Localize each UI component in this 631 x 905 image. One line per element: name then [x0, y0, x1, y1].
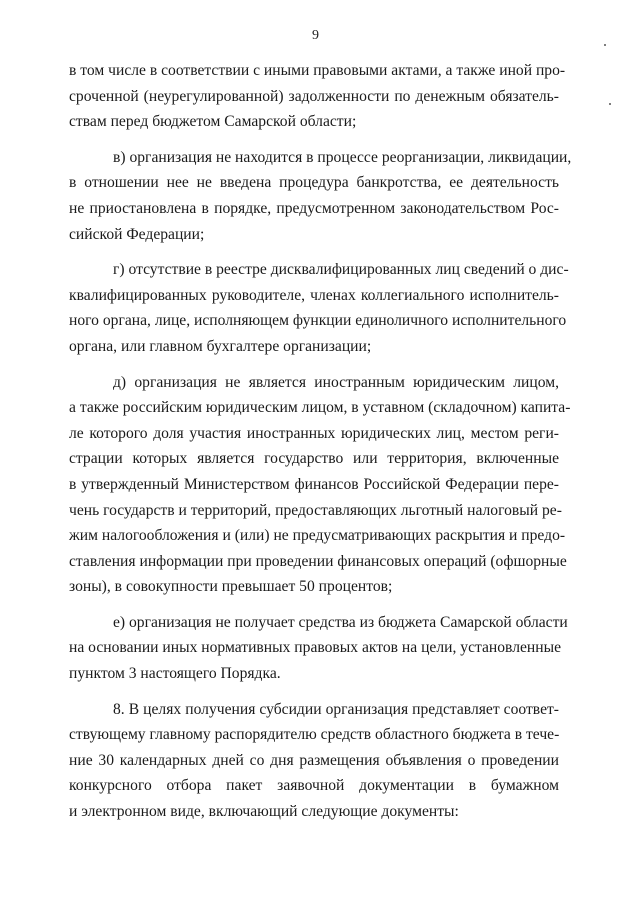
text-line: чень государств и территорий, предоставляющих льготный налоговый ре- [69, 501, 562, 519]
scan-speck [609, 103, 611, 105]
text-line: конкурсного отбора пакет заявочной документации в бумажном [69, 777, 559, 795]
text-line: ного органа, лице, исполняющем функции единоличного исполнительного [69, 312, 567, 330]
page-number: 9 [312, 28, 319, 43]
text-line: зоны), в совокупности превышает 50 процентов; [69, 578, 393, 596]
text-line: е) организация не получает средства из бюджета Самарской области [113, 613, 568, 631]
text-line: сийской Федерации; [69, 225, 205, 243]
text-line: 8. В целях получения субсидии организация представляет соответ- [113, 700, 559, 718]
text-line: в) организация не находится в процессе реорганизации, ликвидации, [113, 148, 572, 166]
text-line: и электронном виде, включающий следующие документы: [69, 803, 459, 821]
text-line: сроченной (неурегулированной) задолженности по денежным обязатель- [69, 87, 559, 105]
text-line: квалифицированных руководителе, членах коллегиального исполнитель- [69, 286, 559, 304]
scan-speck [604, 44, 606, 46]
text-line: на основании иных нормативных правовых актов на цели, установленные [69, 639, 562, 657]
text-line: страции которых является государство или территория, включенные [69, 450, 559, 468]
paragraph-item-8 [69, 697, 559, 825]
text-line: ствам перед бюджетом Самарской области; [69, 113, 357, 131]
text-line: ставления информации при проведении финансовых операций (офшорные [69, 552, 567, 570]
text-line: в отношении нее не введена процедура банкротства, ее деятельность [69, 174, 559, 192]
text-line: органа, или главном бухгалтере организации; [69, 337, 372, 355]
text-line: г) отсутствие в реестре дисквалифицированных лиц сведений о дис- [113, 261, 569, 279]
text-line: ле которого доля участия иностранных юридических лиц, местом реги- [69, 424, 559, 442]
paragraph-item-v [69, 145, 572, 247]
paragraph-item-d [69, 370, 571, 600]
paragraph-item-e [69, 610, 568, 687]
text-line: пунктом 3 настоящего Порядка. [69, 665, 281, 683]
paragraph-item-g [69, 257, 569, 359]
text-line: а также российским юридическим лицом, в уставном (складочном) капита- [69, 399, 571, 417]
text-line: жим налогообложения и (или) не предусматривающих раскрытия и предо- [69, 527, 566, 545]
text-line: в том числе в соответствии с иными правовыми актами, а также иной про- [69, 62, 566, 79]
document-body [69, 58, 572, 835]
text-line: д) организация не является иностранным юридическим лицом, [113, 373, 559, 391]
text-line: ствующему главному распорядителю средств областного бюджета в тече- [69, 726, 560, 744]
text-line: не приостановлена в порядке, предусмотренном законодательством Рос- [69, 199, 559, 217]
text-line: ние 30 календарных дней со дня размещения объявления о проведении [69, 751, 559, 769]
paragraph-continuation [69, 58, 566, 135]
text-line: в утвержденный Министерством финансов Российской Федерации пере- [69, 475, 559, 493]
